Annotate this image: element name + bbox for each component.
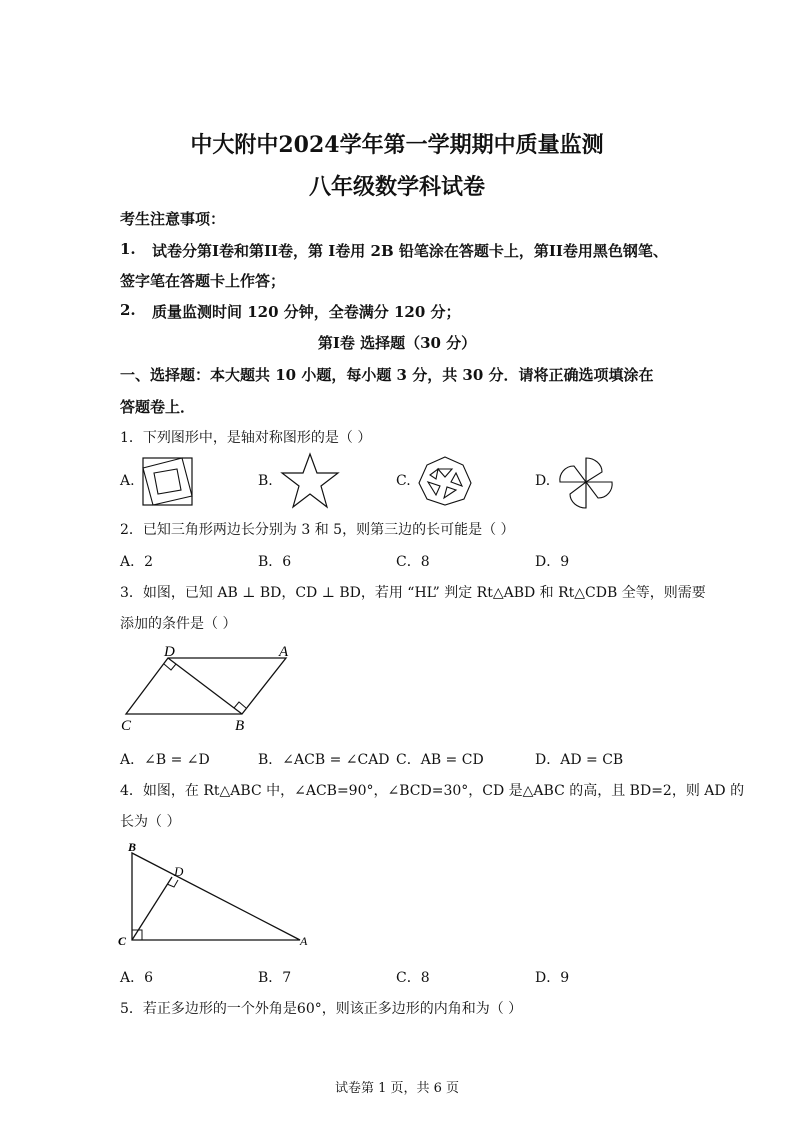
notice-item-1-line-2: 签字笔在答题卡上作答； [120,272,286,290]
heptagon-pinwheel-figure [416,455,474,507]
question-5-stem: 5．若正多边形的一个外角是60°，则该正多边形的内角和为（ ） [120,1001,523,1017]
question-1-option-d[interactable]: D. [535,473,551,489]
question-3-stem-line-2: 添加的条件是（ ） [120,616,237,632]
page-title: 中大附中2024学年第一学期期中质量监测 [190,132,604,158]
notice-item-1-line-1: 试卷分第I卷和第II卷，第 I卷用 2B 铅笔涂在答题卡上，第II卷用黑色钢笔、 [152,242,668,260]
star-figure [278,451,342,511]
figure-3-label-a: A [279,644,289,660]
notice-item-2: 质量监测时间 120 分钟，全卷满分 120 分； [152,303,461,321]
question-1-option-a[interactable]: A. [120,473,135,489]
notice-heading: 考生注意事项： [120,210,226,228]
question-3-option-c[interactable]: C．AB = CD [396,752,484,768]
question-3-option-a[interactable]: A．∠B = ∠D [120,752,210,768]
question-1-stem: 1．下列图形中，是轴对称图形的是（ ） [120,430,372,446]
figure-3-label-c: C [121,718,132,734]
question-2-option-a[interactable]: A．2 [120,554,154,570]
question-2-option-d[interactable]: D．9 [535,554,570,570]
question-4-option-c[interactable]: C．8 [396,970,430,986]
right-triangle-figure [114,838,318,950]
parallelogram-figure [118,640,302,734]
figure-4-label-a: A [300,934,308,948]
question-2-option-b[interactable]: B．6 [258,554,292,570]
notice-item-1-number: 1. [120,240,136,258]
question-3-option-d[interactable]: D．AD = CB [535,752,624,768]
section-intro-line-1: 一、选择题：本大题共 10 小题，每小题 3 分，共 30 分．请将正确选项填涂在 [120,366,654,384]
question-2-option-c[interactable]: C．8 [396,554,430,570]
question-1-option-b[interactable]: B. [258,473,273,489]
question-4-stem-line-2: 长为（ ） [120,814,181,830]
question-4-option-b[interactable]: B．7 [258,970,292,986]
figure-4-label-c: C [118,934,127,948]
section-title: 第I卷 选择题（30 分） [317,334,477,352]
figure-3-label-b: B [235,718,245,734]
page-footer: 试卷第 1 页，共 6 页 [334,1081,460,1096]
question-4-stem-line-1: 4．如图，在 Rt△ABC 中，∠ACB=90°，∠BCD=30°，CD 是△ABC 的高，且 BD=2，则 AD 的 [120,783,745,799]
question-3-option-b[interactable]: B．∠ACB = ∠CAD [258,752,390,768]
question-4-option-d[interactable]: D．9 [535,970,570,986]
notice-item-2-number: 2. [120,301,136,319]
section-intro-line-2: 答题卷上． [120,398,196,416]
question-4-option-a[interactable]: A．6 [120,970,154,986]
figure-4-label-b: B [128,840,137,854]
question-3-stem-line-1: 3．如图，已知 AB ⊥ BD，CD ⊥ BD，若用 “HL” 判定 Rt△ABD 和 Rt△CDB 全等，则需要 [120,585,706,601]
question-2-stem: 2．已知三角形两边长分别为 3 和 5，则第三边的长可能是（ ） [120,522,515,538]
figure-4-label-d: D [174,864,184,879]
question-1-option-c[interactable]: C. [396,473,411,489]
square-pattern-figure [140,456,196,508]
page-subtitle: 八年级数学科试卷 [308,174,485,200]
figure-3-label-d: D [164,644,175,660]
pinwheel-figure [556,454,616,510]
